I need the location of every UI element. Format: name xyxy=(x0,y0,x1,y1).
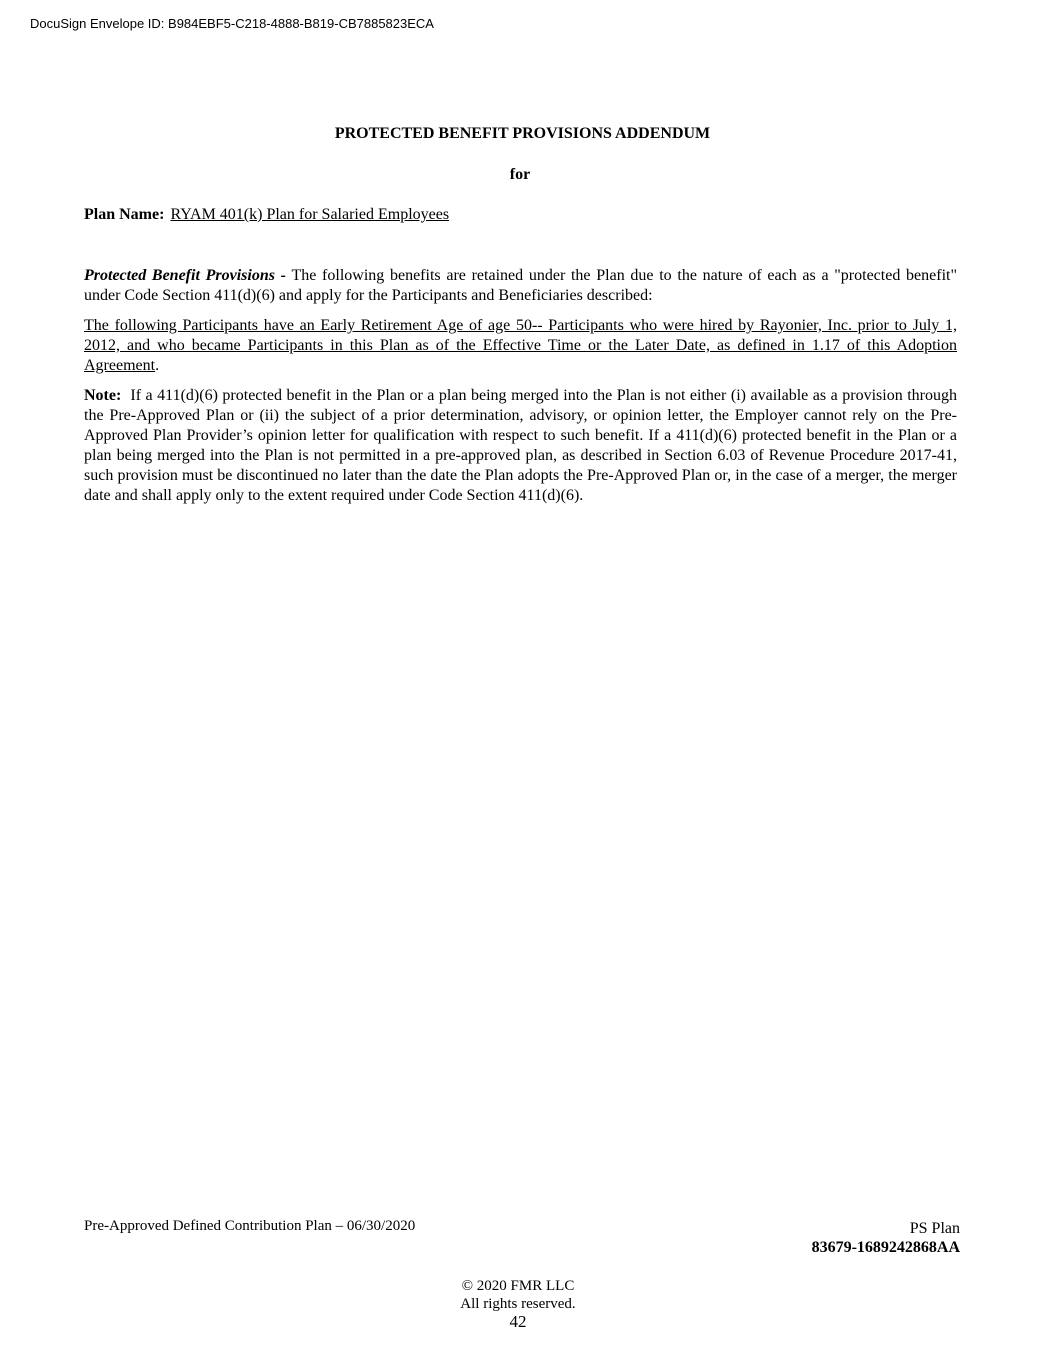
participants-text: The following Participants have an Early Retirement Age of age 50-- Participants who were hired by Rayonier, Inc. prior to July 1, 2012, and who became Participants in this Plan as of the Effective Time or the Later Date, as defined in 1.17 of this Adoption Agreement xyxy=(84,317,957,374)
page-title: PROTECTED BENEFIT PROVISIONS ADDENDUM xyxy=(334,125,711,142)
plan-name-line xyxy=(84,206,449,224)
footer-copyright-block xyxy=(0,1277,1036,1331)
plan-name-label: Plan Name: xyxy=(84,206,165,223)
envelope-id: DocuSign Envelope ID: B984EBF5-C218-4888-B819-CB7885823ECA xyxy=(30,16,434,31)
page-number: 42 xyxy=(509,1312,527,1331)
footer-plan-date: Pre-Approved Defined Contribution Plan – 06/30/2020 xyxy=(84,1218,416,1234)
note-label: Note: xyxy=(84,387,122,404)
note-text: If a 411(d)(6) protected benefit in the Plan or a plan being merged into the Plan is not either (i) available as a provision through the Pre-Approved Plan or (ii) the subject of a prior determination, advisory, or opinion letter, the Employer cannot rely on the Pre-Approved Plan Provider’s opinion letter for qualification with respect to such benefit. If a 411(d)(6) protected benefit in the Plan or a plan being merged into the Plan is not permitted in a pre-approved plan, as described in Section 6.03 of Revenue Procedure 2017-41, such provision must be discontinued no later than the date the Plan adopts the Pre-Approved Plan or, in the case of a merger, the merger date and shall apply only to the extent required under Code Section 411(d)(6). xyxy=(84,387,958,504)
protected-benefit-text: The following benefits are retained under the Plan due to the nature of each as a "protected benefit" under Code Section 411(d)(6) and apply for the Participants and Beneficiaries described: xyxy=(84,267,958,304)
protected-benefit-label: Protected Benefit Provisions - xyxy=(84,267,287,284)
participants-end: . xyxy=(155,357,160,374)
note-paragraph xyxy=(84,386,957,506)
footer-rights: All rights reserved. xyxy=(460,1296,576,1312)
footer-plan-info xyxy=(812,1219,960,1257)
footer-doc-id: 83679-1689242868AA xyxy=(811,1239,960,1256)
footer-plan-type: PS Plan xyxy=(909,1220,960,1237)
plan-name-value: RYAM 401(k) Plan for Salaried Employees xyxy=(170,206,450,223)
footer-copyright: © 2020 FMR LLC xyxy=(461,1278,575,1294)
document-body xyxy=(84,266,957,516)
protected-benefit-paragraph xyxy=(84,266,957,306)
participants-paragraph xyxy=(84,316,957,376)
subtitle-for: for xyxy=(509,166,531,183)
